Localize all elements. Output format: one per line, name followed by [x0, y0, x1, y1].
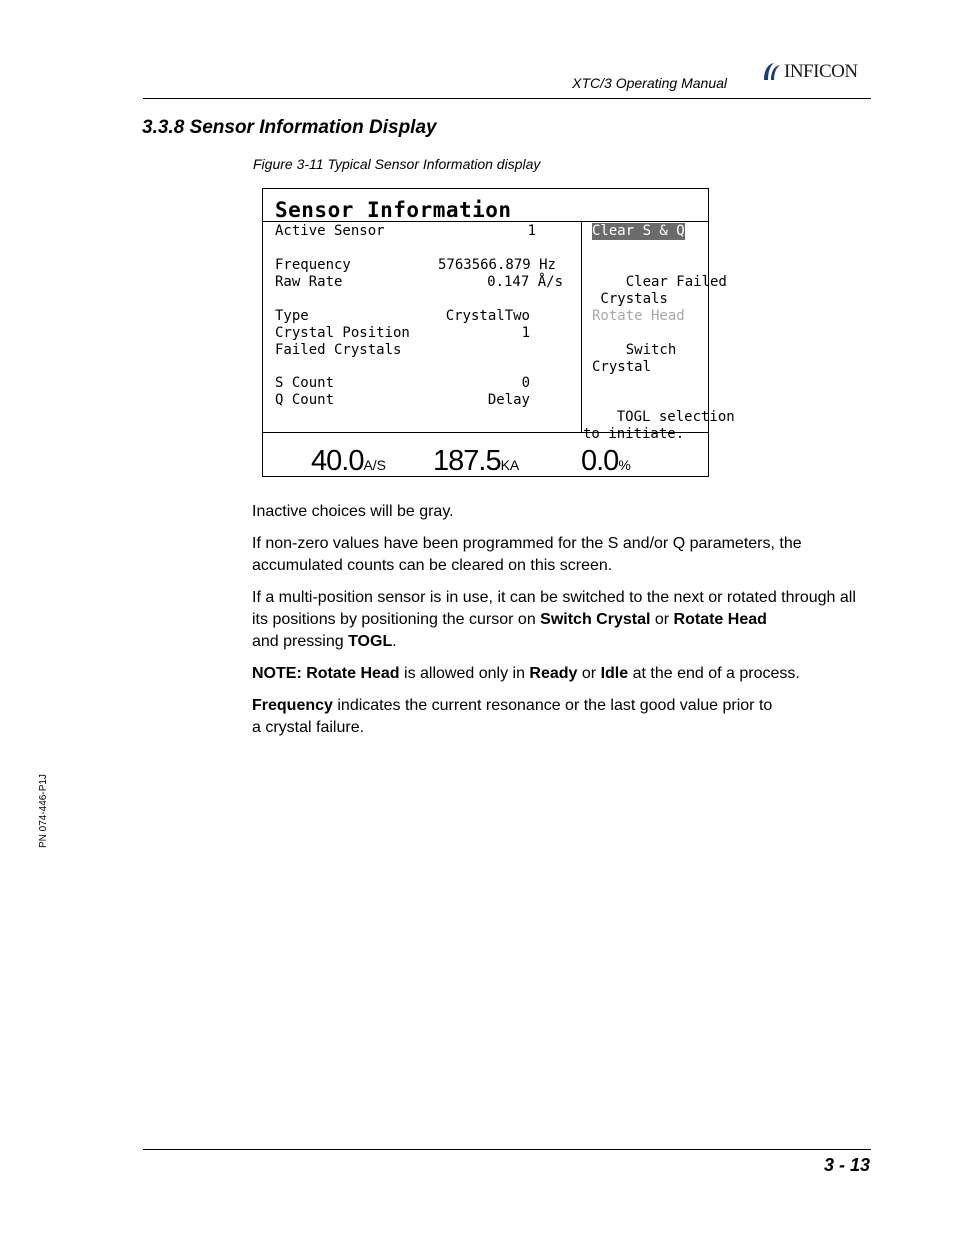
p3-switch-crystal: Switch Crystal: [540, 611, 651, 628]
type-value: CrystalTwo: [445, 308, 530, 324]
paragraph-multi-position: [252, 587, 874, 653]
p3-text-e: and pressing: [252, 633, 349, 650]
switch-crystal-button[interactable]: [592, 325, 676, 393]
rate-readout: [311, 445, 386, 478]
paragraph-counts: If non-zero values have been programmed for the S and/or Q parameters, the accumulated counts can be cleared on this screen.: [252, 535, 802, 574]
power-value: 0.0: [581, 445, 619, 477]
footer-rule: [143, 1149, 871, 1150]
note-paragraph: [252, 663, 872, 685]
note-label: NOTE: Rotate Head: [252, 665, 400, 682]
switch-crystal-line1: Switch: [625, 342, 677, 358]
q-count-value: Delay: [487, 392, 530, 408]
thickness-readout: [433, 445, 519, 478]
note-text-b: is allowed only in: [399, 665, 530, 682]
rate-unit: A/S: [363, 457, 387, 473]
screen-title: Sensor Information: [275, 198, 512, 222]
p5-text-c: a crystal failure.: [252, 719, 365, 736]
p3-text-c: or: [650, 611, 674, 628]
frequency-value: 5763566.879 Hz: [437, 257, 556, 273]
togl-hint-line2: to initiate.: [583, 426, 685, 442]
logo-mark-icon: [760, 60, 784, 84]
sensor-info-screen: [262, 188, 735, 477]
s-count-label: S Count: [275, 375, 335, 391]
crystal-position-value: 1: [521, 325, 530, 341]
note-ready: Ready: [529, 665, 578, 682]
p3-rotate-head: Rotate Head: [673, 611, 767, 628]
power-readout: [581, 445, 631, 478]
logo-text: INFICON: [784, 61, 858, 82]
header-rule: [143, 98, 871, 99]
switch-crystal-line2: Crystal: [592, 359, 652, 375]
failed-crystals-label: Failed Crystals: [275, 342, 402, 358]
screen-divider-vertical: [581, 221, 582, 433]
p5-text-b: indicates the current resonance or the last good value prior to: [332, 697, 773, 714]
section-heading: 3.3.8 Sensor Information Display: [142, 117, 437, 138]
part-number-label: PN 074-446-P1J: [38, 774, 49, 848]
thickness-value: 187.5: [433, 445, 501, 477]
active-sensor-value: 1: [527, 223, 536, 239]
inficon-logo: [760, 60, 872, 84]
rate-value: 40.0: [311, 445, 364, 477]
frequency-label: Frequency: [275, 257, 351, 273]
p3-text-a: If a multi-position sensor is in use, it can be switched to the next or rotated through all its positions by positioning the cursor on: [252, 589, 856, 628]
page-number: 3 - 13: [823, 1155, 870, 1175]
clear-s-q-button[interactable]: Clear S & Q: [592, 223, 685, 239]
paragraph-inactive: Inactive choices will be gray.: [252, 503, 454, 520]
crystal-position-label: Crystal Position: [275, 325, 410, 341]
p3-togl: TOGL: [348, 633, 393, 650]
figure-caption: Figure 3-11 Typical Sensor Information display: [253, 156, 541, 172]
power-unit: %: [618, 457, 631, 473]
active-sensor-label: Active Sensor: [275, 223, 385, 239]
manual-title: XTC/3 Operating Manual: [572, 75, 727, 91]
thickness-unit: KA: [500, 457, 520, 473]
togl-hint-line1: TOGL selection: [616, 409, 735, 425]
clear-failed-line1: Clear Failed: [625, 274, 727, 290]
clear-failed-line2: Crystals: [592, 291, 668, 307]
p3-text-g: .: [392, 633, 397, 650]
note-text-d: or: [577, 665, 601, 682]
paragraph-frequency: [252, 695, 872, 739]
s-count-value: 0: [521, 375, 530, 391]
raw-rate-label: Raw Rate: [275, 274, 343, 290]
q-count-label: Q Count: [275, 392, 335, 408]
rotate-head-button[interactable]: Rotate Head: [592, 308, 685, 324]
type-label: Type: [275, 308, 309, 324]
note-text-f: at the end of a process.: [628, 665, 800, 682]
p5-frequency: Frequency: [252, 697, 333, 714]
raw-rate-value: 0.147 Å/s: [487, 274, 563, 290]
note-idle: Idle: [600, 665, 629, 682]
